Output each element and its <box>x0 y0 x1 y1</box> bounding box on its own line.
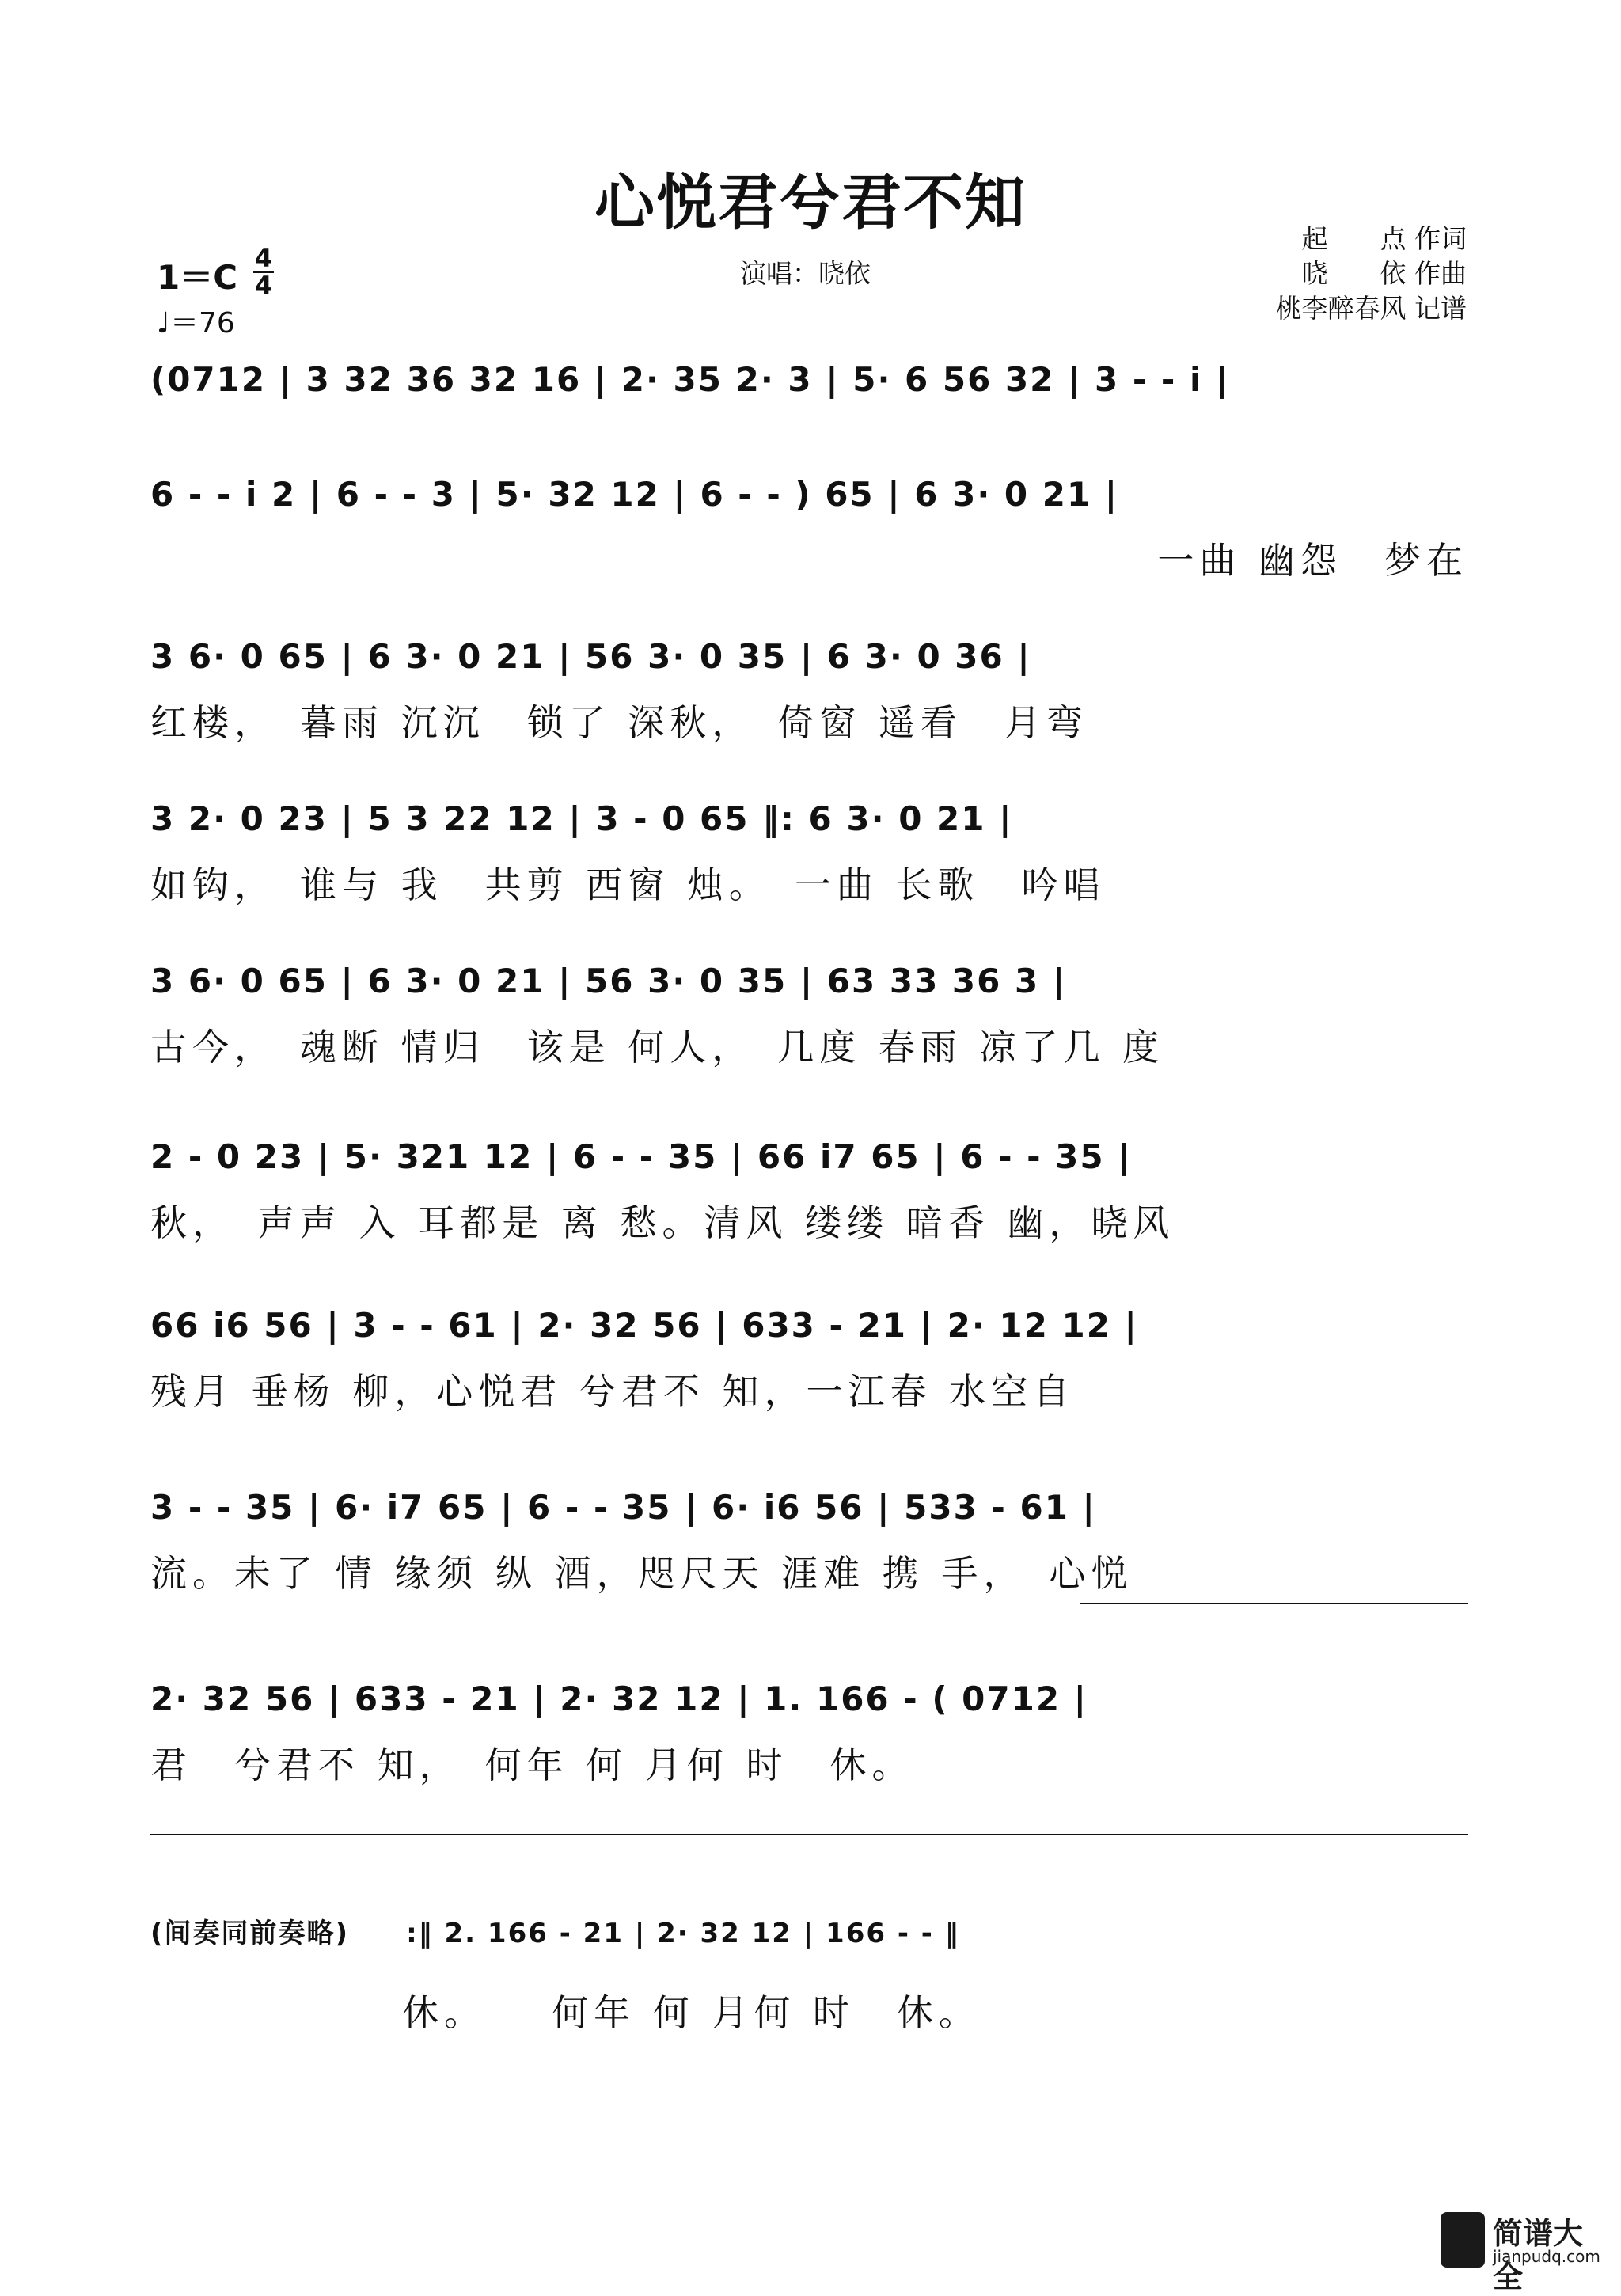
time-signature-top: 4 <box>254 243 273 273</box>
notes-line: 6 - - i 2 | 6 - - 3 | 5· 32 12 | 6 - - ) 65 | 6 3· 0 21 | <box>150 475 1119 514</box>
key-signature: 1＝C <box>157 258 238 297</box>
notes-line: 3 6· 0 65 | 6 3· 0 21 | 56 3· 0 35 | 63 33 36 3 | <box>150 962 1067 1000</box>
singer-credit: 演唱：晓依 <box>740 258 871 289</box>
notes-line: 2 - 0 23 | 5· 321 12 | 6 - - 35 | 66 i7 65 | 6 - - 35 | <box>150 1137 1132 1176</box>
notes-line: (0712 | 3 32 36 32 16 | 2· 35 2· 3 | 5· 6 56 32 | 3 - - i | <box>150 360 1230 399</box>
notes-line: 3 - - 35 | 6· i7 65 | 6 - - 35 | 6· i6 56 | 533 - 61 | <box>150 1488 1096 1527</box>
tempo-marking: ♩＝76 <box>157 307 235 340</box>
logo-text: 简谱大全 <box>1493 2216 1584 2294</box>
notes-line: 3 2· 0 23 | 5 3 22 12 | 3 - 0 65 ‖: 6 3· 0 21 | <box>150 799 1013 838</box>
lyricist-credit: 起 点 作词 <box>1301 223 1467 254</box>
lyrics-line: 如钩， 谁与 我 共剪 西窗 烛。 一曲 长歌 吟唱 <box>150 863 1106 906</box>
lyrics-line: 一曲 幽怨 梦在 <box>1157 539 1468 582</box>
site-logo <box>1441 2206 1607 2294</box>
lyrics-line: 休。 何年 何 月何 时 休。 <box>150 1991 981 2034</box>
transcriber-credit: 桃李醉春风 记谱 <box>1275 293 1467 324</box>
logo-url: jianpudq.com <box>1493 2247 1600 2266</box>
notes-line: 3 6· 0 65 | 6 3· 0 21 | 56 3· 0 35 | 6 3· 0 36 | <box>150 637 1031 676</box>
volta-bracket-2 <box>463 1834 1468 1835</box>
notes-line: 66 i6 56 | 3 - - 61 | 2· 32 56 | 633 - 21 | 2· 12 12 | <box>150 1306 1138 1345</box>
lyrics-line: 君 兮君不 知， 何年 何 月何 时 休。 <box>150 1744 914 1786</box>
time-signature-bottom: 4 <box>254 271 273 301</box>
time-signature <box>253 243 274 301</box>
lyrics-line: 流。未了 情 缘须 纵 酒，咫尺天 涯难 携 手， 心悦 <box>150 1552 1133 1595</box>
notes-line: (间奏同前奏略) :‖ 2. 166 - 21 | 2· 32 12 | 166 - - ‖ <box>150 1918 960 1949</box>
lyrics-line: 红楼， 暮雨 沉沉 锁了 深秋， 倚窗 遥看 月弯 <box>150 701 1088 744</box>
lyrics-line: 秋， 声声 入 耳都是 离 愁。清风 缕缕 暗香 幽，晓风 <box>150 1201 1175 1244</box>
notes-line: 2· 32 56 | 633 - 21 | 2· 32 12 | 1. 166 - ( 0712 | <box>150 1679 1088 1718</box>
piano-keys-icon <box>1441 2212 1485 2268</box>
lyrics-line: 残月 垂杨 柳，心悦君 兮君不 知，一江春 水空自 <box>150 1370 1076 1413</box>
lyrics-line: 古今， 魂断 情归 该是 何人， 几度 春雨 凉了几 度 <box>150 1026 1165 1068</box>
volta-bracket-1 <box>1080 1603 1468 1604</box>
song-title: 心悦君兮君不知 <box>594 167 1027 237</box>
composer-credit: 晓 依 作曲 <box>1301 258 1467 289</box>
